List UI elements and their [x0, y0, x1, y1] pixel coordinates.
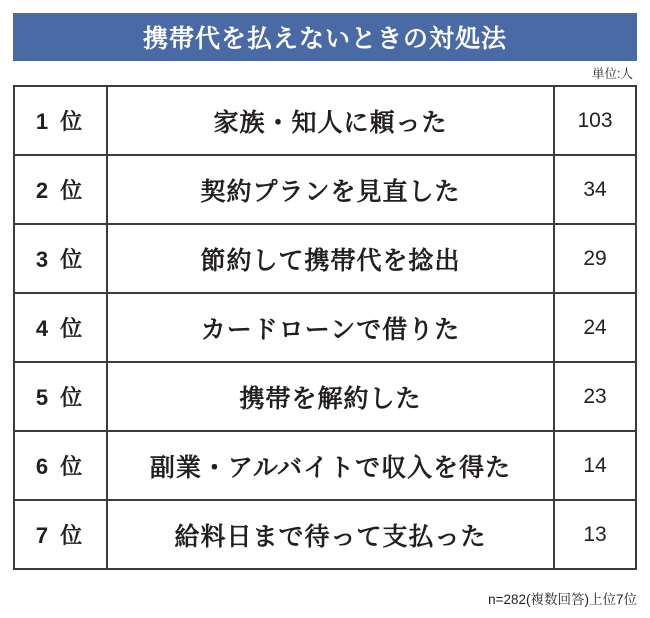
- value-cell: 103: [554, 86, 636, 155]
- table-row: [14, 86, 636, 155]
- value-cell: 34: [554, 155, 636, 224]
- unit-note: 単位:人: [592, 67, 633, 81]
- table-row: [14, 155, 636, 224]
- label-cell: 給料日まで待って支払った: [107, 500, 554, 569]
- rank-cell: 5 位: [14, 362, 107, 431]
- value-cell: 13: [554, 500, 636, 569]
- label-cell: カードローンで借りた: [107, 293, 554, 362]
- label-cell: 契約プランを見直した: [107, 155, 554, 224]
- table-row: [14, 362, 636, 431]
- table-row: [14, 293, 636, 362]
- rank-cell: 1 位: [14, 86, 107, 155]
- ranking-table: [13, 85, 637, 570]
- page-title: 携帯代を払えないときの対処法: [142, 25, 507, 53]
- rank-cell: 3 位: [14, 224, 107, 293]
- unit-note-row: [13, 61, 637, 85]
- label-cell: 携帯を解約した: [107, 362, 554, 431]
- value-cell: 24: [554, 293, 636, 362]
- rank-cell: 2 位: [14, 155, 107, 224]
- label-cell: 家族・知人に頼った: [107, 86, 554, 155]
- table-row: [14, 500, 636, 569]
- footnote: n=282(複数回答)上位7位: [488, 592, 637, 607]
- rank-cell: 4 位: [14, 293, 107, 362]
- label-cell: 副業・アルバイトで収入を得た: [107, 431, 554, 500]
- chart-title-bar: [13, 13, 637, 61]
- rank-cell: 7 位: [14, 500, 107, 569]
- table-row: [14, 431, 636, 500]
- label-cell: 節約して携帯代を捻出: [107, 224, 554, 293]
- table-row: [14, 224, 636, 293]
- value-cell: 23: [554, 362, 636, 431]
- rank-cell: 6 位: [14, 431, 107, 500]
- value-cell: 14: [554, 431, 636, 500]
- value-cell: 29: [554, 224, 636, 293]
